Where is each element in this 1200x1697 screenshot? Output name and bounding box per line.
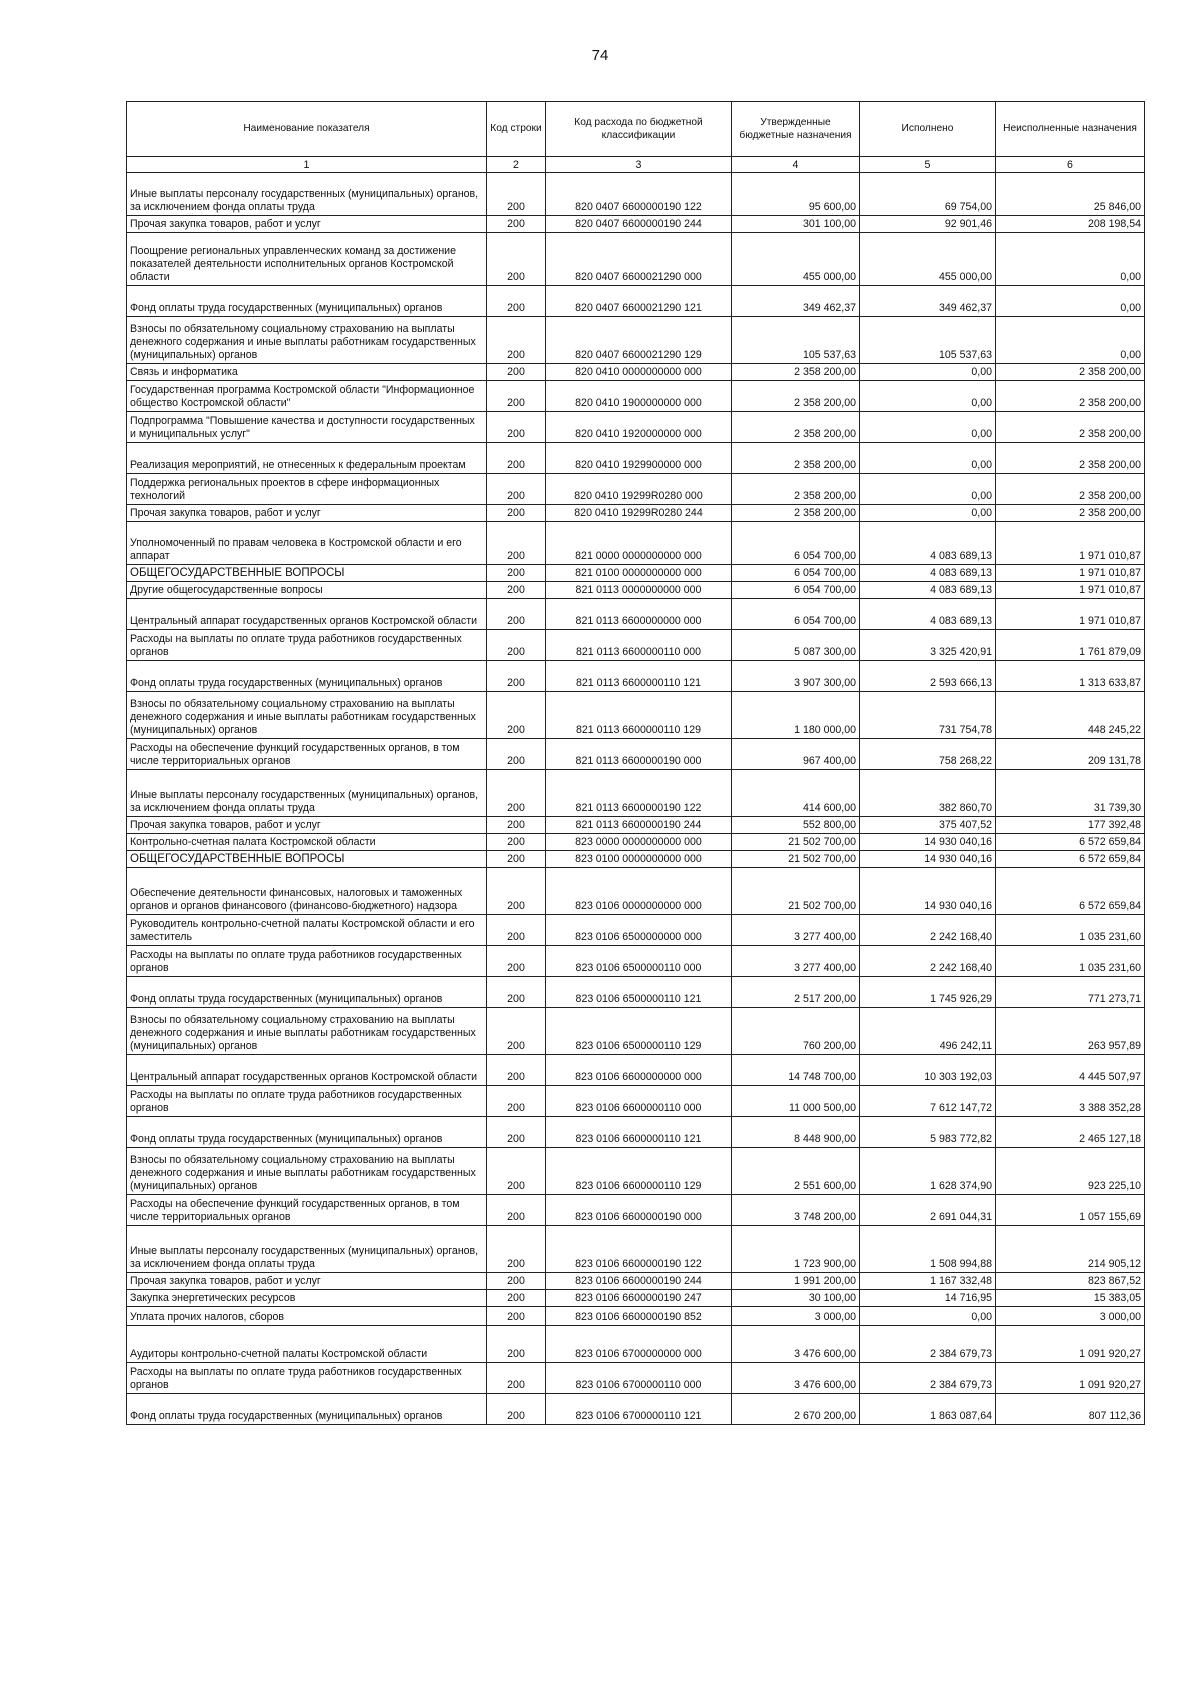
- row-unexecuted: 2 358 200,00: [996, 505, 1145, 522]
- row-unexecuted: 1 971 010,87: [996, 582, 1145, 599]
- row-approved: 11 000 500,00: [732, 1086, 860, 1117]
- table-row: [127, 599, 1145, 630]
- row-line-code: 200: [487, 216, 546, 233]
- table-row: [127, 817, 1145, 834]
- row-unexecuted: 1 057 155,69: [996, 1195, 1145, 1226]
- row-unexecuted: 1 313 633,87: [996, 661, 1145, 692]
- row-approved: 8 448 900,00: [732, 1117, 860, 1148]
- row-expense-code: 823 0106 6600000190 244: [546, 1273, 732, 1290]
- row-approved: 6 054 700,00: [732, 522, 860, 565]
- table-row: [127, 412, 1145, 443]
- row-name: Расходы на выплаты по оплате труда работников государственных органов: [127, 630, 487, 661]
- row-name: Прочая закупка товаров, работ и услуг: [127, 505, 487, 522]
- row-unexecuted: 263 957,89: [996, 1008, 1145, 1055]
- row-expense-code: 820 0407 6600021290 129: [546, 317, 732, 364]
- row-unexecuted: 31 739,30: [996, 770, 1145, 817]
- column-number: 2: [487, 157, 546, 173]
- row-expense-code: 823 0106 6600000190 852: [546, 1307, 732, 1326]
- row-expense-code: 820 0407 6600021290 000: [546, 233, 732, 286]
- row-executed: 5 983 772,82: [860, 1117, 996, 1148]
- row-line-code: 200: [487, 1363, 546, 1394]
- row-approved: 2 358 200,00: [732, 364, 860, 381]
- table-row: [127, 381, 1145, 412]
- row-approved: 3 000,00: [732, 1307, 860, 1326]
- row-name: Взносы по обязательному социальному страхованию на выплаты денежного содержания и иные выплаты работникам государственных (муниципальных) органов: [127, 692, 487, 739]
- row-line-code: 200: [487, 286, 546, 317]
- row-line-code: 200: [487, 565, 546, 582]
- row-executed: 4 083 689,13: [860, 599, 996, 630]
- row-name: Контрольно-счетная палата Костромской области: [127, 834, 487, 851]
- row-executed: 92 901,46: [860, 216, 996, 233]
- row-expense-code: 823 0106 6700000110 121: [546, 1394, 732, 1425]
- row-approved: 3 277 400,00: [732, 915, 860, 946]
- row-expense-code: 820 0410 1900000000 000: [546, 381, 732, 412]
- column-number: 6: [996, 157, 1145, 173]
- table-row: [127, 1226, 1145, 1273]
- table-row: [127, 770, 1145, 817]
- row-approved: 21 502 700,00: [732, 834, 860, 851]
- row-unexecuted: 4 445 507,97: [996, 1055, 1145, 1086]
- row-unexecuted: 3 388 352,28: [996, 1086, 1145, 1117]
- row-line-code: 200: [487, 946, 546, 977]
- row-unexecuted: 1 971 010,87: [996, 565, 1145, 582]
- table-row: [127, 851, 1145, 868]
- table-row: [127, 443, 1145, 474]
- table-row: [127, 317, 1145, 364]
- row-name: Поддержка региональных проектов в сфере информационных технологий: [127, 474, 487, 505]
- table-row: [127, 1055, 1145, 1086]
- row-approved: 2 358 200,00: [732, 412, 860, 443]
- row-unexecuted: 209 131,78: [996, 739, 1145, 770]
- row-line-code: 200: [487, 661, 546, 692]
- row-executed: 731 754,78: [860, 692, 996, 739]
- row-name: Расходы на выплаты по оплате труда работников государственных органов: [127, 946, 487, 977]
- column-number-row: [127, 157, 1145, 173]
- row-executed: 0,00: [860, 1307, 996, 1326]
- row-executed: 2 593 666,13: [860, 661, 996, 692]
- row-unexecuted: 0,00: [996, 233, 1145, 286]
- row-expense-code: 823 0100 0000000000 000: [546, 851, 732, 868]
- row-name: Расходы на обеспечение функций государственных органов, в том числе территориальных органов: [127, 739, 487, 770]
- row-executed: 14 716,95: [860, 1290, 996, 1307]
- table-row: [127, 505, 1145, 522]
- row-approved: 552 800,00: [732, 817, 860, 834]
- row-line-code: 200: [487, 817, 546, 834]
- row-line-code: 200: [487, 1055, 546, 1086]
- row-approved: 2 670 200,00: [732, 1394, 860, 1425]
- row-expense-code: 820 0407 6600000190 122: [546, 173, 732, 216]
- row-line-code: 200: [487, 582, 546, 599]
- row-expense-code: 823 0106 6600000110 000: [546, 1086, 732, 1117]
- row-approved: 6 054 700,00: [732, 599, 860, 630]
- row-line-code: 200: [487, 1273, 546, 1290]
- row-line-code: 200: [487, 1394, 546, 1425]
- table-row: [127, 834, 1145, 851]
- row-approved: 30 100,00: [732, 1290, 860, 1307]
- row-line-code: 200: [487, 1290, 546, 1307]
- row-line-code: 200: [487, 770, 546, 817]
- table-row: [127, 1195, 1145, 1226]
- row-expense-code: 820 0410 19299R0280 244: [546, 505, 732, 522]
- row-line-code: 200: [487, 412, 546, 443]
- row-line-code: 200: [487, 868, 546, 915]
- row-unexecuted: 1 091 920,27: [996, 1326, 1145, 1363]
- row-executed: 455 000,00: [860, 233, 996, 286]
- row-expense-code: 821 0113 6600000110 129: [546, 692, 732, 739]
- row-line-code: 200: [487, 1117, 546, 1148]
- row-name: Фонд оплаты труда государственных (муниципальных) органов: [127, 1394, 487, 1425]
- row-approved: 6 054 700,00: [732, 582, 860, 599]
- budget-execution-table: [126, 101, 1145, 1425]
- row-executed: 349 462,37: [860, 286, 996, 317]
- table-row: [127, 216, 1145, 233]
- row-name: Прочая закупка товаров, работ и услуг: [127, 1273, 487, 1290]
- row-unexecuted: 2 358 200,00: [996, 364, 1145, 381]
- row-line-code: 200: [487, 1148, 546, 1195]
- table-row: [127, 1273, 1145, 1290]
- row-name: Иные выплаты персоналу государственных (муниципальных) органов, за исключением фонда оплаты труда: [127, 1226, 487, 1273]
- row-approved: 349 462,37: [732, 286, 860, 317]
- row-line-code: 200: [487, 692, 546, 739]
- row-approved: 2 551 600,00: [732, 1148, 860, 1195]
- row-executed: 2 691 044,31: [860, 1195, 996, 1226]
- row-approved: 1 180 000,00: [732, 692, 860, 739]
- row-executed: 10 303 192,03: [860, 1055, 996, 1086]
- row-executed: 2 242 168,40: [860, 915, 996, 946]
- header-line-code: Код строки: [487, 102, 546, 157]
- row-unexecuted: 1 971 010,87: [996, 599, 1145, 630]
- row-line-code: 200: [487, 317, 546, 364]
- row-line-code: 200: [487, 1086, 546, 1117]
- row-unexecuted: 0,00: [996, 317, 1145, 364]
- row-executed: 3 325 420,91: [860, 630, 996, 661]
- row-unexecuted: 25 846,00: [996, 173, 1145, 216]
- row-name: Центральный аппарат государственных органов Костромской области: [127, 1055, 487, 1086]
- row-unexecuted: 6 572 659,84: [996, 834, 1145, 851]
- row-name: Руководитель контрольно-счетной палаты Костромской области и его заместитель: [127, 915, 487, 946]
- row-executed: 375 407,52: [860, 817, 996, 834]
- row-name: Иные выплаты персоналу государственных (муниципальных) органов, за исключением фонда оплаты труда: [127, 173, 487, 216]
- row-expense-code: 820 0410 0000000000 000: [546, 364, 732, 381]
- table-row: [127, 286, 1145, 317]
- row-approved: 2 358 200,00: [732, 381, 860, 412]
- row-line-code: 200: [487, 474, 546, 505]
- row-executed: 4 083 689,13: [860, 565, 996, 582]
- table-row: [127, 364, 1145, 381]
- row-executed: 2 242 168,40: [860, 946, 996, 977]
- header-unexecuted: Неисполненные назначения: [996, 102, 1145, 157]
- row-line-code: 200: [487, 739, 546, 770]
- row-line-code: 200: [487, 1326, 546, 1363]
- row-unexecuted: 1 761 879,09: [996, 630, 1145, 661]
- header-approved: Утвержденные бюджетные назначения: [732, 102, 860, 157]
- row-expense-code: 821 0113 6600000000 000: [546, 599, 732, 630]
- table-row: [127, 915, 1145, 946]
- row-name: Взносы по обязательному социальному страхованию на выплаты денежного содержания и иные выплаты работникам государственных (муниципальных) органов: [127, 1148, 487, 1195]
- row-line-code: 200: [487, 1307, 546, 1326]
- row-executed: 14 930 040,16: [860, 868, 996, 915]
- row-expense-code: 823 0106 6600000190 122: [546, 1226, 732, 1273]
- row-executed: 0,00: [860, 443, 996, 474]
- row-approved: 105 537,63: [732, 317, 860, 364]
- row-approved: 6 054 700,00: [732, 565, 860, 582]
- row-unexecuted: 6 572 659,84: [996, 851, 1145, 868]
- row-name: Фонд оплаты труда государственных (муниципальных) органов: [127, 661, 487, 692]
- row-unexecuted: 1 971 010,87: [996, 522, 1145, 565]
- table-row: [127, 1290, 1145, 1307]
- column-number: 4: [732, 157, 860, 173]
- row-expense-code: 820 0407 6600021290 121: [546, 286, 732, 317]
- row-line-code: 200: [487, 233, 546, 286]
- row-unexecuted: 807 112,36: [996, 1394, 1145, 1425]
- row-approved: 455 000,00: [732, 233, 860, 286]
- row-executed: 4 083 689,13: [860, 582, 996, 599]
- row-expense-code: 821 0113 6600000110 121: [546, 661, 732, 692]
- row-unexecuted: 923 225,10: [996, 1148, 1145, 1195]
- row-name: Аудиторы контрольно-счетной палаты Костромской области: [127, 1326, 487, 1363]
- row-approved: 3 748 200,00: [732, 1195, 860, 1226]
- row-executed: 14 930 040,16: [860, 851, 996, 868]
- row-approved: 760 200,00: [732, 1008, 860, 1055]
- row-executed: 4 083 689,13: [860, 522, 996, 565]
- row-line-code: 200: [487, 630, 546, 661]
- row-expense-code: 823 0000 0000000000 000: [546, 834, 732, 851]
- table-row: [127, 661, 1145, 692]
- row-expense-code: 821 0000 0000000000 000: [546, 522, 732, 565]
- table-row: [127, 946, 1145, 977]
- row-name: Уполномоченный по правам человека в Костромской области и его аппарат: [127, 522, 487, 565]
- row-expense-code: 823 0106 6600000110 129: [546, 1148, 732, 1195]
- row-name: Расходы на выплаты по оплате труда работников государственных органов: [127, 1086, 487, 1117]
- row-line-code: 200: [487, 1195, 546, 1226]
- row-unexecuted: 1 035 231,60: [996, 946, 1145, 977]
- row-approved: 21 502 700,00: [732, 868, 860, 915]
- table-row: [127, 1008, 1145, 1055]
- row-unexecuted: 771 273,71: [996, 977, 1145, 1008]
- row-name: Подпрограмма "Повышение качества и доступности государственных и муниципальных услуг": [127, 412, 487, 443]
- row-unexecuted: 208 198,54: [996, 216, 1145, 233]
- row-line-code: 200: [487, 522, 546, 565]
- row-executed: 69 754,00: [860, 173, 996, 216]
- row-line-code: 200: [487, 1008, 546, 1055]
- row-approved: 2 358 200,00: [732, 505, 860, 522]
- row-name: Фонд оплаты труда государственных (муниципальных) органов: [127, 977, 487, 1008]
- row-name: ОБЩЕГОСУДАРСТВЕННЫЕ ВОПРОСЫ: [127, 851, 487, 868]
- column-number: 3: [546, 157, 732, 173]
- row-approved: 1 723 900,00: [732, 1226, 860, 1273]
- row-unexecuted: 2 465 127,18: [996, 1117, 1145, 1148]
- row-approved: 967 400,00: [732, 739, 860, 770]
- table-header-row: [127, 102, 1145, 157]
- row-unexecuted: 15 383,05: [996, 1290, 1145, 1307]
- row-name: Прочая закупка товаров, работ и услуг: [127, 817, 487, 834]
- table-row: [127, 565, 1145, 582]
- table-row: [127, 474, 1145, 505]
- table-row: [127, 739, 1145, 770]
- row-expense-code: 821 0113 6600000190 000: [546, 739, 732, 770]
- row-unexecuted: 3 000,00: [996, 1307, 1145, 1326]
- row-executed: 105 537,63: [860, 317, 996, 364]
- row-line-code: 200: [487, 364, 546, 381]
- row-line-code: 200: [487, 834, 546, 851]
- row-approved: 3 476 600,00: [732, 1326, 860, 1363]
- row-executed: 1 508 994,88: [860, 1226, 996, 1273]
- row-line-code: 200: [487, 851, 546, 868]
- row-approved: 3 277 400,00: [732, 946, 860, 977]
- table-row: [127, 522, 1145, 565]
- row-name: Прочая закупка товаров, работ и услуг: [127, 216, 487, 233]
- row-expense-code: 821 0100 0000000000 000: [546, 565, 732, 582]
- row-executed: 14 930 040,16: [860, 834, 996, 851]
- row-expense-code: 820 0407 6600000190 244: [546, 216, 732, 233]
- row-approved: 21 502 700,00: [732, 851, 860, 868]
- table-row: [127, 630, 1145, 661]
- row-line-code: 200: [487, 977, 546, 1008]
- row-expense-code: 823 0106 6600000110 121: [546, 1117, 732, 1148]
- row-approved: 14 748 700,00: [732, 1055, 860, 1086]
- row-name: ОБЩЕГОСУДАРСТВЕННЫЕ ВОПРОСЫ: [127, 565, 487, 582]
- row-line-code: 200: [487, 915, 546, 946]
- row-unexecuted: 2 358 200,00: [996, 412, 1145, 443]
- row-expense-code: 823 0106 6600000190 000: [546, 1195, 732, 1226]
- row-approved: 2 358 200,00: [732, 474, 860, 505]
- table-row: [127, 1307, 1145, 1326]
- row-name: Другие общегосударственные вопросы: [127, 582, 487, 599]
- row-line-code: 200: [487, 443, 546, 474]
- row-unexecuted: 823 867,52: [996, 1273, 1145, 1290]
- row-expense-code: 823 0106 6700000000 000: [546, 1326, 732, 1363]
- row-executed: 7 612 147,72: [860, 1086, 996, 1117]
- row-name: Расходы на обеспечение функций государственных органов, в том числе территориальных органов: [127, 1195, 487, 1226]
- row-expense-code: 821 0113 6600000190 244: [546, 817, 732, 834]
- row-name: Поощрение региональных управленческих команд за достижение показателей деятельности исполнительных органов Костромской области: [127, 233, 487, 286]
- row-executed: 0,00: [860, 474, 996, 505]
- row-expense-code: 820 0410 1920000000 000: [546, 412, 732, 443]
- row-executed: 1 745 926,29: [860, 977, 996, 1008]
- row-executed: 1 167 332,48: [860, 1273, 996, 1290]
- row-executed: 0,00: [860, 364, 996, 381]
- table-row: [127, 1086, 1145, 1117]
- table-row: [127, 1148, 1145, 1195]
- row-executed: 0,00: [860, 381, 996, 412]
- row-unexecuted: 448 245,22: [996, 692, 1145, 739]
- row-executed: 1 863 087,64: [860, 1394, 996, 1425]
- row-unexecuted: 214 905,12: [996, 1226, 1145, 1273]
- row-expense-code: 823 0106 6600000190 247: [546, 1290, 732, 1307]
- row-executed: 2 384 679,73: [860, 1363, 996, 1394]
- row-unexecuted: 1 035 231,60: [996, 915, 1145, 946]
- row-unexecuted: 0,00: [996, 286, 1145, 317]
- row-approved: 3 907 300,00: [732, 661, 860, 692]
- row-name: Государственная программа Костромской области "Информационное общество Костромской области": [127, 381, 487, 412]
- row-expense-code: 823 0106 6600000000 000: [546, 1055, 732, 1086]
- row-name: Уплата прочих налогов, сборов: [127, 1307, 487, 1326]
- row-unexecuted: 2 358 200,00: [996, 474, 1145, 505]
- row-name: Реализация мероприятий, не отнесенных к федеральным проектам: [127, 443, 487, 474]
- row-expense-code: 821 0113 6600000110 000: [546, 630, 732, 661]
- table-row: [127, 1117, 1145, 1148]
- row-approved: 2 358 200,00: [732, 443, 860, 474]
- row-line-code: 200: [487, 173, 546, 216]
- column-number: 5: [860, 157, 996, 173]
- row-expense-code: 820 0410 1929900000 000: [546, 443, 732, 474]
- row-expense-code: 821 0113 0000000000 000: [546, 582, 732, 599]
- table-row: [127, 977, 1145, 1008]
- row-expense-code: 823 0106 6500000110 129: [546, 1008, 732, 1055]
- row-name: Связь и информатика: [127, 364, 487, 381]
- row-name: Фонд оплаты труда государственных (муниципальных) органов: [127, 286, 487, 317]
- column-number: 1: [127, 157, 487, 173]
- row-executed: 1 628 374,90: [860, 1148, 996, 1195]
- row-unexecuted: 177 392,48: [996, 817, 1145, 834]
- row-name: Закупка энергетических ресурсов: [127, 1290, 487, 1307]
- header-executed: Исполнено: [860, 102, 996, 157]
- row-unexecuted: 1 091 920,27: [996, 1363, 1145, 1394]
- row-expense-code: 821 0113 6600000190 122: [546, 770, 732, 817]
- row-name: Взносы по обязательному социальному страхованию на выплаты денежного содержания и иные выплаты работникам государственных (муниципальных) органов: [127, 1008, 487, 1055]
- row-name: Фонд оплаты труда государственных (муниципальных) органов: [127, 1117, 487, 1148]
- row-line-code: 200: [487, 1226, 546, 1273]
- row-name: Центральный аппарат государственных органов Костромской области: [127, 599, 487, 630]
- row-approved: 414 600,00: [732, 770, 860, 817]
- table-row: [127, 1326, 1145, 1363]
- row-approved: 3 476 600,00: [732, 1363, 860, 1394]
- table-body: [127, 173, 1145, 1425]
- table-row: [127, 1363, 1145, 1394]
- table-row: [127, 1394, 1145, 1425]
- row-approved: 95 600,00: [732, 173, 860, 216]
- row-line-code: 200: [487, 381, 546, 412]
- row-unexecuted: 2 358 200,00: [996, 443, 1145, 474]
- table-row: [127, 692, 1145, 739]
- row-approved: 1 991 200,00: [732, 1273, 860, 1290]
- row-expense-code: 823 0106 0000000000 000: [546, 868, 732, 915]
- row-line-code: 200: [487, 505, 546, 522]
- row-name: Взносы по обязательному социальному страхованию на выплаты денежного содержания и иные выплаты работникам государственных (муниципальных) органов: [127, 317, 487, 364]
- table-row: [127, 868, 1145, 915]
- row-executed: 496 242,11: [860, 1008, 996, 1055]
- table-row: [127, 233, 1145, 286]
- table-row: [127, 582, 1145, 599]
- row-name: Обеспечение деятельности финансовых, налоговых и таможенных органов и органов финансового (финансово-бюджетного) надзора: [127, 868, 487, 915]
- header-expense-code: Код расхода по бюджетной классификации: [546, 102, 732, 157]
- table-row: [127, 173, 1145, 216]
- header-name: Наименование показателя: [127, 102, 487, 157]
- row-name: Иные выплаты персоналу государственных (муниципальных) органов, за исключением фонда оплаты труда: [127, 770, 487, 817]
- row-executed: 382 860,70: [860, 770, 996, 817]
- row-unexecuted: 6 572 659,84: [996, 868, 1145, 915]
- row-executed: 758 268,22: [860, 739, 996, 770]
- row-executed: 0,00: [860, 412, 996, 443]
- row-expense-code: 823 0106 6700000110 000: [546, 1363, 732, 1394]
- row-executed: 0,00: [860, 505, 996, 522]
- row-name: Расходы на выплаты по оплате труда работников государственных органов: [127, 1363, 487, 1394]
- row-expense-code: 823 0106 6500000110 000: [546, 946, 732, 977]
- row-approved: 2 517 200,00: [732, 977, 860, 1008]
- row-expense-code: 823 0106 6500000110 121: [546, 977, 732, 1008]
- row-expense-code: 823 0106 6500000000 000: [546, 915, 732, 946]
- row-line-code: 200: [487, 599, 546, 630]
- row-unexecuted: 2 358 200,00: [996, 381, 1145, 412]
- row-approved: 5 087 300,00: [732, 630, 860, 661]
- row-executed: 2 384 679,73: [860, 1326, 996, 1363]
- row-expense-code: 820 0410 19299R0280 000: [546, 474, 732, 505]
- row-approved: 301 100,00: [732, 216, 860, 233]
- page-number: 74: [591, 47, 609, 64]
